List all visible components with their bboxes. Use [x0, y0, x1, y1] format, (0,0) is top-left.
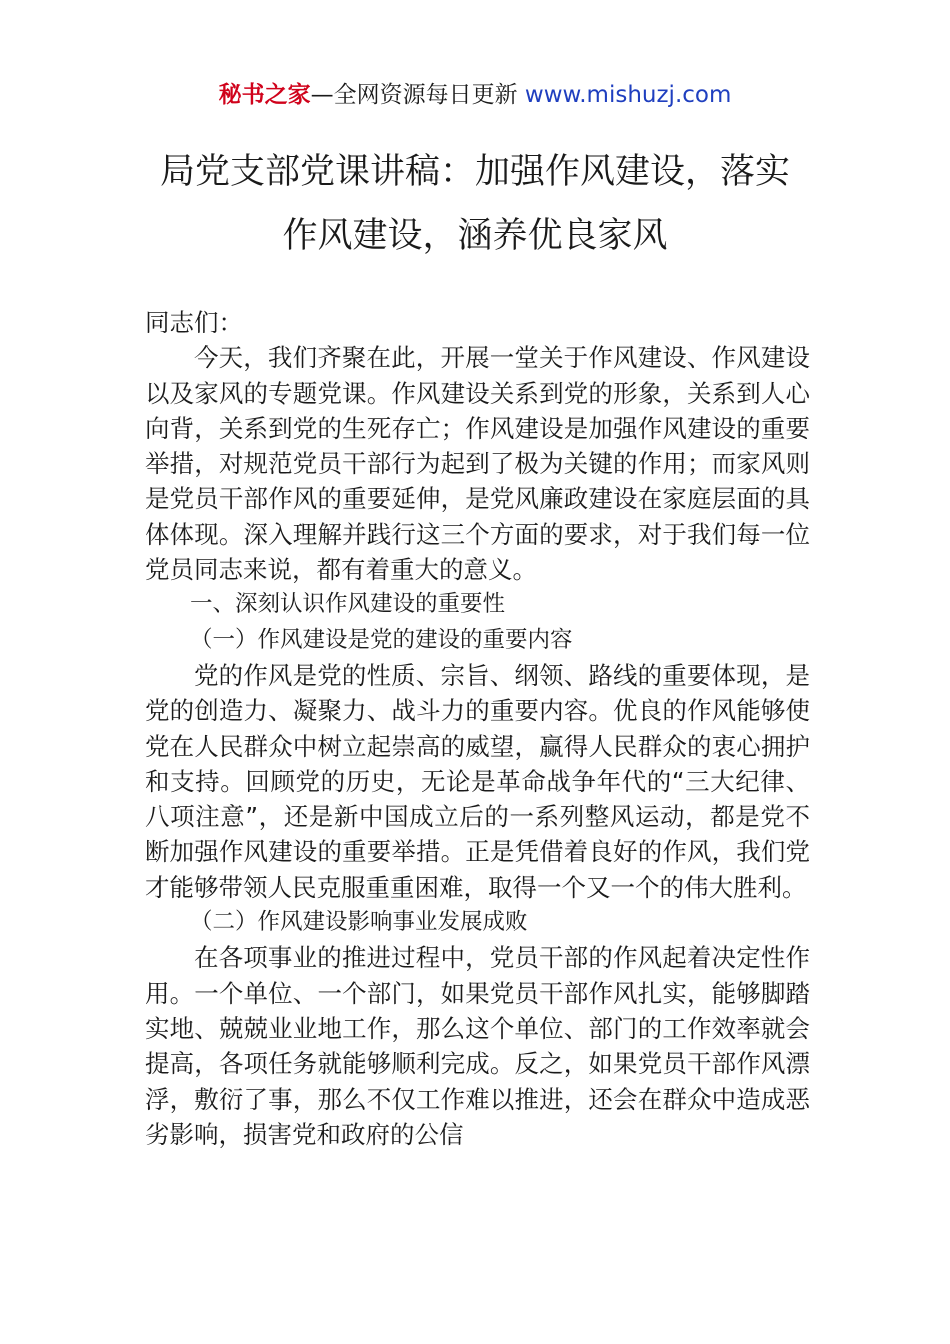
section-1-heading: 一、深刻认识作风建设的重要性	[190, 591, 506, 618]
subsection-2-heading: （二）作风建设影响事业发展成败	[190, 909, 528, 936]
subsection-1-heading: （一）作风建设是党的建设的重要内容	[190, 626, 573, 653]
intro-paragraph: 今天，我们齐聚在此，开展一堂关于作风建设、作风建设以及家风的专题党课。作风建设关系到党的形象，关系到人心向背，关系到党的生死存亡；作风建设是加强作风建设的重要举措，对规范党员干部行为起到了极为关键的作用；而家风则是党员干部作风的重要延伸，是党风廉政建设在家庭层面的具体体现。深入理解并践行这三个方面的要求，对于我们每一位党员同志来说，都有着重大的意义。	[145, 343, 810, 585]
site-header	[0, 80, 950, 110]
document-body	[145, 305, 810, 1152]
subsection-2-paragraph: 在各项事业的推进过程中，党员干部的作风起着决定性作用。一个单位、一个部门，如果党员干部作风扎实，能够脚踏实地、兢兢业业地工作，那么这个单位、部门的工作效率就会提高，各项任务就能够顺利完成。反之，如果党员干部作风漂浮，敷衍了事，那么不仅工作难以推进，还会在群众中造成恶劣影响，损害党和政府的公信	[145, 943, 810, 1149]
site-brand: 秘书之家	[218, 82, 311, 108]
site-url[interactable]: www.mishuzj.com	[524, 82, 732, 108]
document-title	[140, 140, 810, 268]
salutation: 同志们：	[145, 308, 243, 337]
site-slogan: —全网资源每日更新	[310, 82, 525, 108]
subsection-1-paragraph: 党的作风是党的性质、宗旨、纲领、路线的重要体现，是党的创造力、凝聚力、战斗力的重要内容。优良的作风能够使党在人民群众中树立起崇高的威望，赢得人民群众的衷心拥护和支持。回顾党的历史，无论是革命战争年代的“三大纪律、八项注意”，还是新中国成立后的一系列整风运动，都是党不断加强作风建设的重要举措。正是凭借着良好的作风，我们党才能够带领人民克服重重困难，取得一个又一个的伟大胜利。	[145, 660, 810, 902]
title-line-1: 局党支部党课讲稿：加强作风建设，落实	[159, 152, 790, 192]
title-line-2: 作风建设，涵养优良家风	[282, 216, 668, 256]
